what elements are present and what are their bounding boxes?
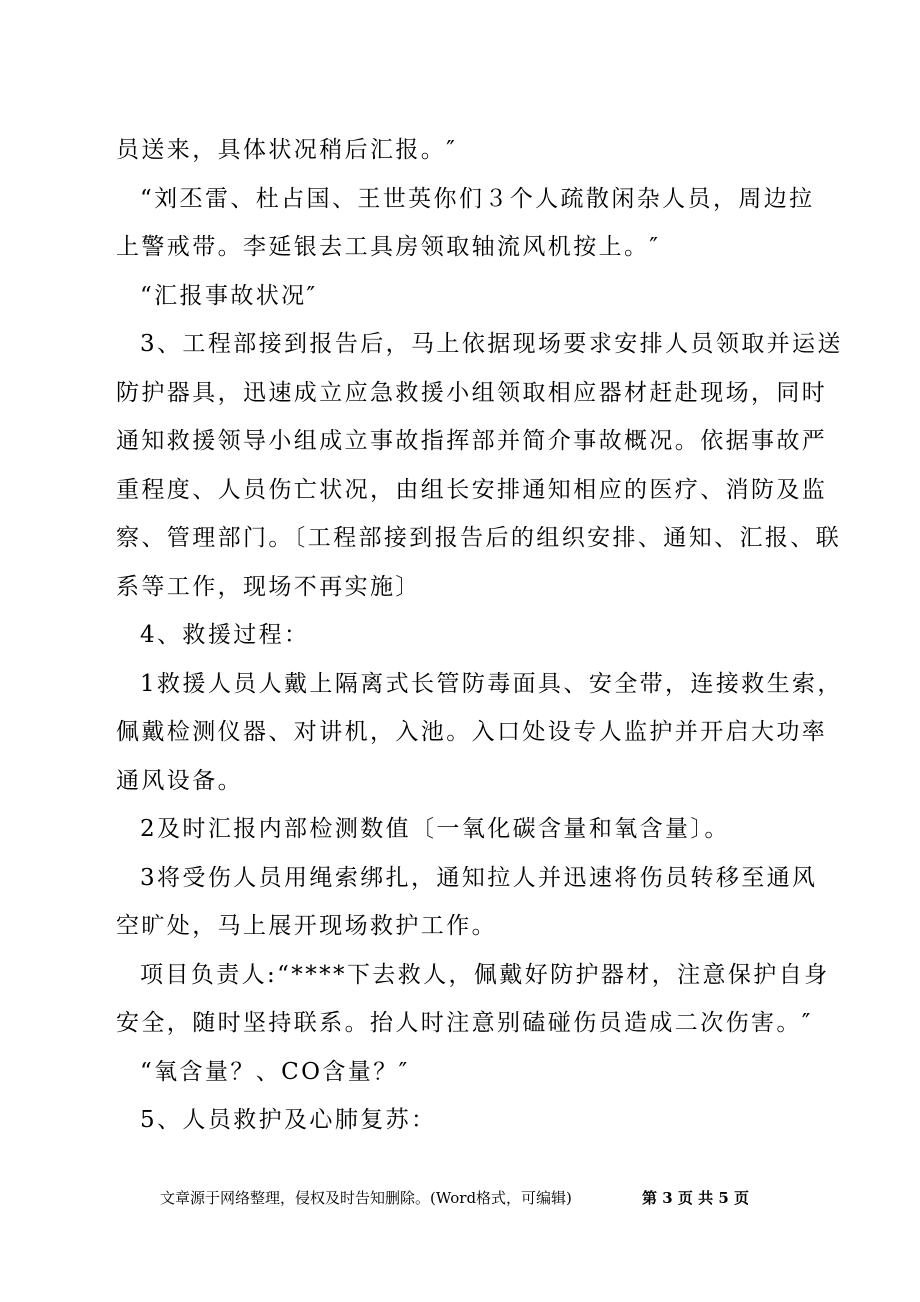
text-line-3: 上警戒带。李延银去工具房领取轴流风机按上。″ <box>116 234 661 260</box>
text-line-19: 安全，随时坚持联系。抬人时注意别磕碰伤员造成二次伤害。″ <box>116 1010 813 1036</box>
text-line-8: 重程度、人员伤亡状况，由组长安排通知相应的医疗、消防及监 <box>116 476 828 503</box>
text-line-11: 4、救援过程： <box>140 622 310 648</box>
text-line-7: 通知救援领导小组成立事故指挥部并简介事故概况。依据事故严 <box>116 428 828 454</box>
text-line-16: 3将受伤人员用绳索绑扎，通知拉人并迅速将伤员转移至通风 <box>140 864 818 891</box>
text-line-9: 察、管理部门。〔工程部接到报告后的组织安排、通知、汇报、联 <box>116 525 842 551</box>
text-line-6: 防护器具，迅速成立应急救援小组领取相应器材赶赴现场，同时 <box>116 379 828 406</box>
text-line-1: 员送来，具体状况稍后汇报。″ <box>116 137 458 163</box>
footer-page-number: 第 3 页 共 5 页 <box>642 1189 749 1207</box>
text-line-20: “氧含量？、CO含量？″ <box>140 1058 410 1085</box>
text-line-14: 通风设备。 <box>116 767 243 794</box>
text-line-15: 2及时汇报内部检测数值〔一氧化碳含量和氧含量〕。 <box>140 816 730 842</box>
text-line-18: 项目负责人:“****下去救人，佩戴好防护器材，注意保护自身 <box>140 961 830 988</box>
document-body <box>116 126 843 1145</box>
text-line-17: 空旷处，马上展开现场救护工作。 <box>116 913 497 939</box>
text-line-10: 系等工作，现场不再实施〕 <box>116 573 421 600</box>
text-line-5: 3、工程部接到报告后，马上依据现场要求安排人员领取并运送 <box>140 331 843 357</box>
text-line-2: “刘丕雷、杜占国、王世英你们３个人疏散闲杂人员，周边拉 <box>140 185 815 212</box>
footer-source-note: 文章源于网络整理，侵权及时告知删除。(Word格式，可编辑) <box>160 1189 572 1207</box>
text-line-13: 佩戴检测仪器、对讲机，入池。入口处设专人监护并开启大功率 <box>116 719 828 745</box>
text-line-12: 1救援人员人戴上隔离式长管防毒面具、安全带，连接救生索， <box>140 670 843 697</box>
text-line-21: 5、人员救护及心肺复苏： <box>140 1107 437 1133</box>
text-line-4: “汇报事故状况″ <box>140 282 318 309</box>
